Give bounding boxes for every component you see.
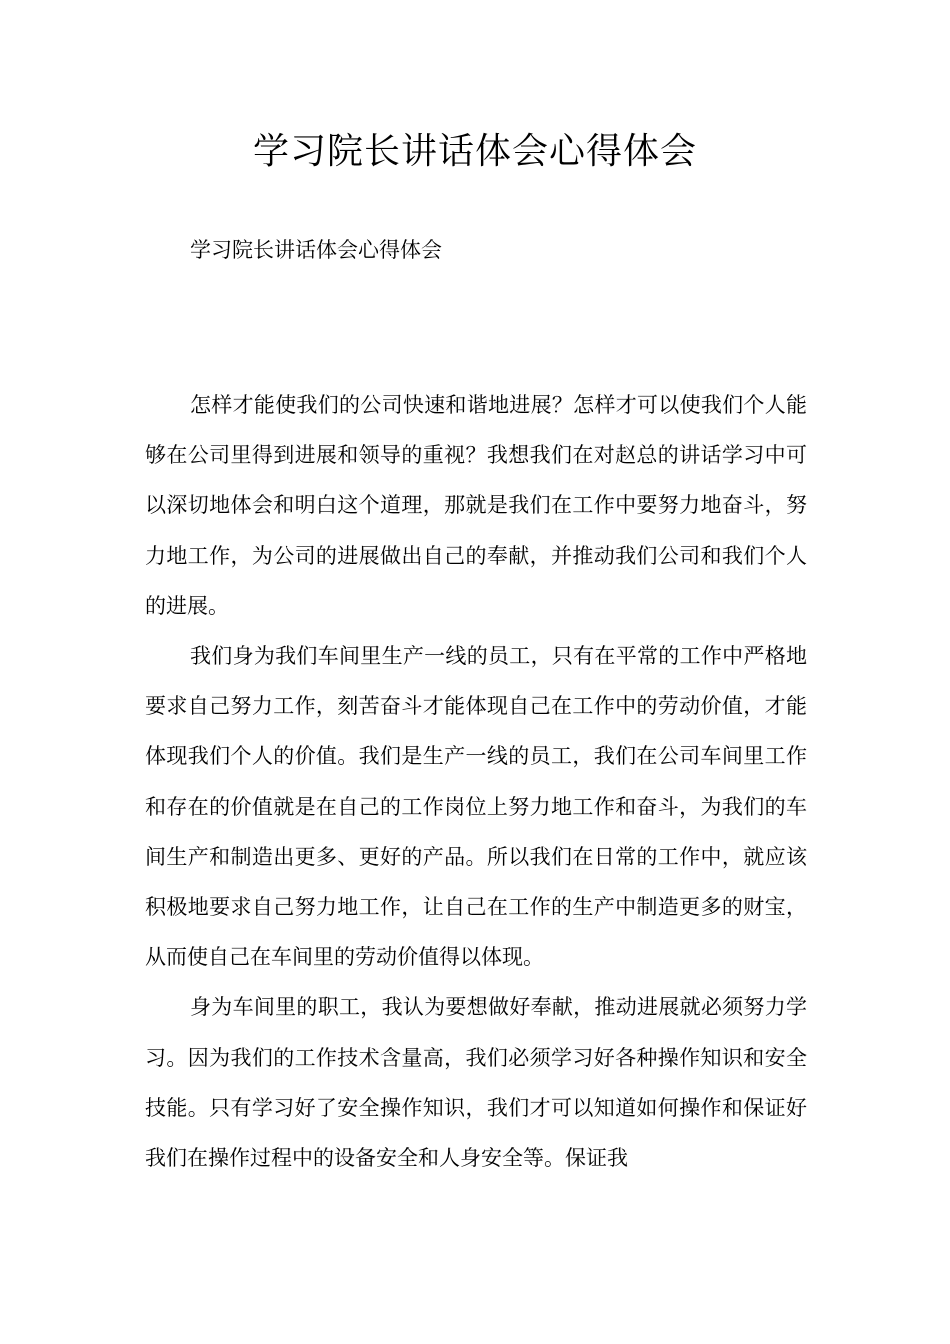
document-body (145, 380, 807, 1183)
paragraph: 身为车间里的职工，我认为要想做好奉献，推动进展就必须努力学习。因为我们的工作技术含量高，我们必须学习好各种操作知识和安全技能。只有学习好了安全操作知识，我们才可以知道如何操作和保证好我们在操作过程中的设备安全和人身安全等。保证我 (145, 995, 807, 1171)
paragraph: 我们身为我们车间里生产一线的员工，只有在平常的工作中严格地要求自己努力工作，刻苦奋斗才能体现自己在工作中的劳动价值，才能体现我们个人的价值。我们是生产一线的员工，我们在公司车间里工作和存在的价值就是在自己的工作岗位上努力地工作和奋斗，为我们的车间生产和制造出更多、更好的产品。所以我们在日常的工作中，就应该积极地要求自己努力地工作，让自己在工作的生产中制造更多的财宝，从而使自己在车间里的劳动价值得以体现。 (145, 644, 807, 970)
paragraph: 怎样才能使我们的公司快速和谐地进展？怎样才可以使我们个人能够在公司里得到进展和领导的重视？我想我们在对赵总的讲话学习中可以深切地体会和明白这个道理，那就是我们在工作中要努力地奋斗，努力地工作，为公司的进展做出自己的奉献，并推动我们公司和我们个人的进展。 (145, 393, 807, 618)
document-subtitle: 学习院长讲话体会心得体会 (190, 238, 442, 262)
document-title: 学习院长讲话体会心得体会 (252, 131, 697, 172)
